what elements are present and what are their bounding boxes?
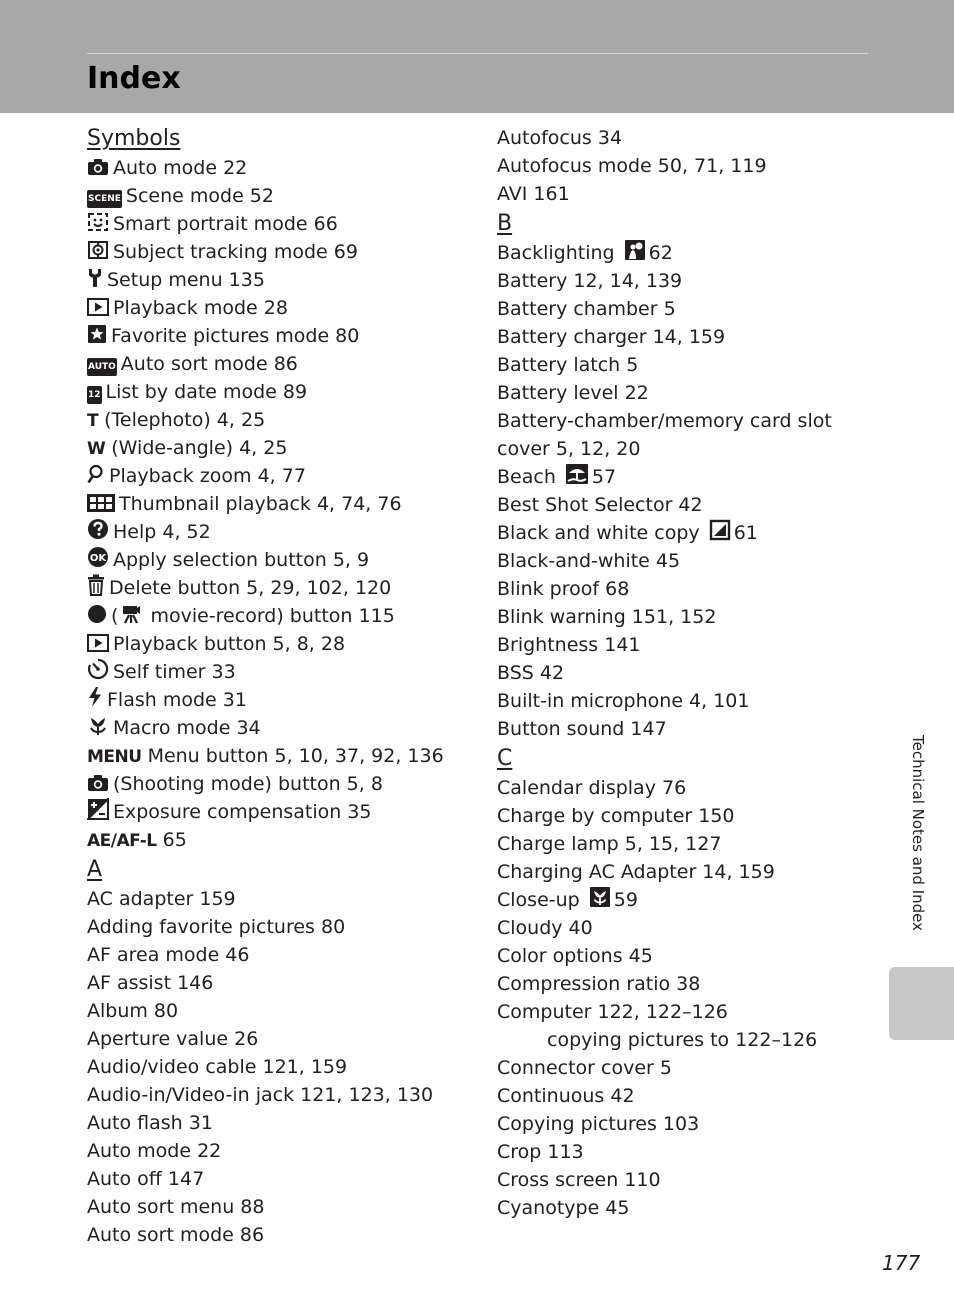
index-entry: [497, 323, 877, 351]
index-entry-pages: 62: [648, 242, 673, 264]
index-entry-text: (: [111, 605, 119, 627]
index-entry-text: Copying pictures 103: [497, 1113, 700, 1135]
index-entry: [87, 350, 482, 378]
index-entry-text: Battery latch 5: [497, 354, 639, 376]
index-entry: [87, 1193, 482, 1221]
chapter-side-label: Technical Notes and Index: [909, 735, 927, 932]
trash-icon: [87, 574, 105, 596]
index-entry-text: Blink warning 151, 152: [497, 606, 717, 628]
index-entry-text: Best Shot Selector 42: [497, 494, 703, 516]
index-entry-text: Flash mode 31: [107, 689, 247, 711]
index-entry: [497, 519, 877, 547]
ok-icon: [87, 546, 109, 568]
auto-sort-icon: AUTO: [87, 358, 117, 376]
index-entry: [497, 687, 877, 715]
index-entry-text: Battery 12, 14, 139: [497, 270, 683, 292]
zoom-icon: [87, 464, 105, 484]
wide-angle-icon: W: [87, 439, 106, 459]
index-entry: [87, 714, 482, 742]
index-entry: [497, 1082, 877, 1110]
index-entry: [497, 659, 877, 687]
index-entry-text: Battery-chamber/memory card slot cover 5, 12, 20: [497, 410, 832, 460]
index-entry-text: BSS 42: [497, 662, 565, 684]
index-entry-text: Button sound 147: [497, 718, 667, 740]
index-entry-text: Built-in microphone 4, 101: [497, 690, 750, 712]
index-entry-text: AF area mode 46: [87, 944, 250, 966]
index-entry-text: Aperture value 26: [87, 1028, 259, 1050]
index-entry: [497, 180, 877, 208]
index-entry: [87, 406, 482, 434]
section-heading-a: A: [87, 857, 103, 882]
index-entry: [87, 154, 482, 182]
thumbnail-icon: [87, 494, 115, 512]
index-entry-text: Setup menu 135: [107, 269, 265, 291]
index-entry: [87, 210, 482, 238]
index-entry-text: Delete button 5, 29, 102, 120: [109, 577, 392, 599]
svg-text:OK: OK: [89, 553, 107, 564]
index-entry: [497, 603, 877, 631]
index-entry-text: Subject tracking mode 69: [113, 241, 358, 263]
help-icon: [87, 518, 109, 540]
index-entry-text: Scene mode 52: [125, 185, 274, 207]
index-entry: [87, 913, 482, 941]
index-entry: [497, 914, 877, 942]
index-column-left: [87, 124, 482, 1249]
index-entry: [497, 858, 877, 886]
index-entry-text: Help 4, 52: [113, 521, 211, 543]
index-entry-text: Computer 122, 122–126: [497, 1001, 728, 1023]
index-subentry: [497, 1026, 877, 1054]
index-entry: [497, 295, 877, 323]
index-entry: [87, 462, 482, 490]
section-heading-b: B: [497, 211, 513, 236]
index-entry: [497, 1138, 877, 1166]
index-entry-text: Auto sort menu 88: [87, 1196, 265, 1218]
index-entry: [497, 1110, 877, 1138]
index-entry: [497, 407, 877, 463]
index-entry: [497, 1166, 877, 1194]
index-entry: [87, 941, 482, 969]
index-entry-text: Self timer 33: [113, 661, 236, 683]
index-entry: [87, 238, 482, 266]
index-entry: [497, 970, 877, 998]
index-entry: [497, 1054, 877, 1082]
index-entry: [87, 1053, 482, 1081]
index-entry-text: Connector cover 5: [497, 1057, 672, 1079]
index-entry: [497, 547, 877, 575]
index-entry: [497, 124, 877, 152]
index-entry: [87, 434, 482, 462]
index-entry: [497, 774, 877, 802]
index-entry-text: Beach: [497, 466, 556, 488]
smart-portrait-icon: [87, 212, 109, 232]
index-entry-text: Battery level 22: [497, 382, 649, 404]
index-entry-text: Brightness 141: [497, 634, 641, 656]
index-entry-text: Exposure compensation 35: [113, 801, 372, 823]
index-entry-text: Album 80: [87, 1000, 179, 1022]
index-entry: [87, 378, 482, 406]
index-entry-text: (Shooting mode) button 5, 8: [113, 773, 383, 795]
subject-tracking-icon: [87, 240, 109, 260]
index-entry: [497, 1194, 877, 1222]
header-rule: [87, 53, 868, 54]
index-entry: [87, 546, 482, 574]
index-column-right: [497, 124, 877, 1222]
index-entry: [87, 658, 482, 686]
index-entry: [497, 830, 877, 858]
index-entry: [87, 997, 482, 1025]
index-entry-text: Auto sort mode 86: [87, 1224, 265, 1246]
index-entry: [87, 518, 482, 546]
index-entry-text: Black and white copy: [497, 522, 700, 544]
index-entry-text: Close-up: [497, 889, 580, 911]
index-entry-text: Audio-in/Video-in jack 121, 123, 130: [87, 1084, 434, 1106]
index-entry-text: AVI 161: [497, 183, 570, 205]
index-entry: [497, 351, 877, 379]
index-entry-text: List by date mode 89: [105, 381, 308, 403]
index-entry-text: (Telephoto) 4, 25: [104, 409, 266, 431]
index-entry-text: Cloudy 40: [497, 917, 593, 939]
index-entry-text: AF assist 146: [87, 972, 214, 994]
index-entry: [497, 239, 877, 267]
index-entry: [87, 490, 482, 518]
index-entry-text: Continuous 42: [497, 1085, 635, 1107]
beach-icon: [565, 463, 589, 485]
section-heading-c: C: [497, 746, 513, 771]
movie-icon: [121, 604, 141, 624]
index-entry-text: (Wide-angle) 4, 25: [111, 437, 288, 459]
index-entry-text: Auto flash 31: [87, 1112, 213, 1134]
camera-icon: [87, 774, 109, 792]
index-entry-text: Crop 113: [497, 1141, 584, 1163]
wrench-icon: [87, 268, 103, 288]
macro-icon: [87, 714, 109, 736]
scene-icon: SCENE: [87, 190, 122, 208]
index-entry: [87, 294, 482, 322]
ae-af-lock-icon: AE/AF-L: [87, 831, 157, 851]
index-entry: [87, 1137, 482, 1165]
index-entry-pages: 61: [733, 522, 758, 544]
index-entry: [87, 1081, 482, 1109]
index-entry-text: Autofocus mode 50, 71, 119: [497, 155, 767, 177]
index-entry-text: Playback zoom 4, 77: [109, 465, 306, 487]
index-entry: [87, 798, 482, 826]
chapter-header: [0, 0, 954, 113]
index-entry-text: Auto sort mode 86: [120, 353, 298, 375]
star-icon: [87, 324, 107, 344]
index-entry-text: Apply selection button 5, 9: [113, 549, 370, 571]
index-entry-text: Thumbnail playback 4, 74, 76: [119, 493, 402, 515]
index-entry: [87, 574, 482, 602]
index-entry: [497, 998, 877, 1026]
section-heading-symbols: Symbols: [87, 126, 181, 151]
index-entry-text: Battery charger 14, 159: [497, 326, 726, 348]
index-entry-text: Charging AC Adapter 14, 159: [497, 861, 775, 883]
index-entry-text: Backlighting: [497, 242, 615, 264]
index-entry-text: Menu button 5, 10, 37, 92, 136: [147, 745, 444, 767]
index-entry: [497, 267, 877, 295]
index-entry-text: Blink proof 68: [497, 578, 630, 600]
index-entry: [87, 602, 482, 630]
index-entry: [497, 802, 877, 830]
index-entry-text: movie-record) button 115: [144, 605, 395, 627]
index-entry-text: Favorite pictures mode 80: [111, 325, 360, 347]
index-entry: [87, 266, 482, 294]
index-entry: [497, 463, 877, 491]
index-entry: [87, 322, 482, 350]
index-entry-text: Audio/video cable 121, 159: [87, 1056, 348, 1078]
index-entry-text: Battery chamber 5: [497, 298, 676, 320]
index-entry-text: Auto mode 22: [113, 157, 248, 179]
list-by-date-icon: 12: [87, 386, 102, 404]
exposure-icon: [87, 798, 109, 820]
index-entry-text: Adding favorite pictures 80: [87, 916, 346, 938]
index-entry-text: Autofocus 34: [497, 127, 623, 149]
record-icon: [87, 604, 107, 624]
page-title: Index: [87, 61, 181, 96]
index-entry: [87, 770, 482, 798]
index-entry: [87, 686, 482, 714]
self-timer-icon: [87, 658, 109, 680]
index-entry: [497, 379, 877, 407]
index-entry: [87, 1025, 482, 1053]
index-entry: [497, 152, 877, 180]
index-entry-text: 65: [162, 829, 187, 851]
close-up-icon: [589, 886, 611, 908]
index-entry-text: copying pictures to 122–126: [547, 1029, 818, 1051]
index-entry: [87, 182, 482, 210]
index-entry: [497, 491, 877, 519]
index-entry-text: Auto mode 22: [87, 1140, 222, 1162]
index-entry: [497, 575, 877, 603]
index-entry-text: Cross screen 110: [497, 1169, 661, 1191]
index-entry: [87, 630, 482, 658]
telephoto-icon: T: [87, 411, 99, 431]
index-entry-text: Calendar display 76: [497, 777, 687, 799]
camera-icon: [87, 158, 109, 176]
index-entry-text: Auto off 147: [87, 1168, 205, 1190]
index-entry-text: AC adapter 159: [87, 888, 236, 910]
index-entry: [87, 826, 482, 854]
index-entry-text: Color options 45: [497, 945, 653, 967]
index-entry-text: Smart portrait mode 66: [113, 213, 338, 235]
bw-copy-icon: [709, 519, 731, 541]
index-entry-text: Charge by computer 150: [497, 805, 735, 827]
index-entry-text: Charge lamp 5, 15, 127: [497, 833, 722, 855]
index-entry-text: Macro mode 34: [113, 717, 261, 739]
chapter-thumb-tab: [889, 967, 954, 1040]
index-entry: [497, 715, 877, 743]
index-entry: [87, 885, 482, 913]
index-entry: [87, 1165, 482, 1193]
index-entry: [87, 1221, 482, 1249]
page-number: 177: [882, 1251, 921, 1275]
index-entry: [87, 1109, 482, 1137]
index-entry-text: Playback mode 28: [113, 297, 288, 319]
flash-icon: [87, 686, 103, 708]
backlighting-icon: [624, 239, 646, 261]
menu-icon: MENU: [87, 747, 142, 767]
index-entry: [87, 969, 482, 997]
index-entry: [87, 742, 482, 770]
index-entry-text: Compression ratio 38: [497, 973, 701, 995]
index-entry-text: Black-and-white 45: [497, 550, 681, 572]
index-entry-pages: 57: [591, 466, 617, 488]
index-entry-text: Playback button 5, 8, 28: [113, 633, 346, 655]
index-entry-text: Cyanotype 45: [497, 1197, 630, 1219]
index-entry: [497, 631, 877, 659]
index-entry: [497, 942, 877, 970]
index-entry-pages: 59: [613, 889, 638, 911]
index-entry: [497, 886, 877, 914]
play-icon: [87, 634, 109, 652]
play-icon: [87, 298, 109, 316]
